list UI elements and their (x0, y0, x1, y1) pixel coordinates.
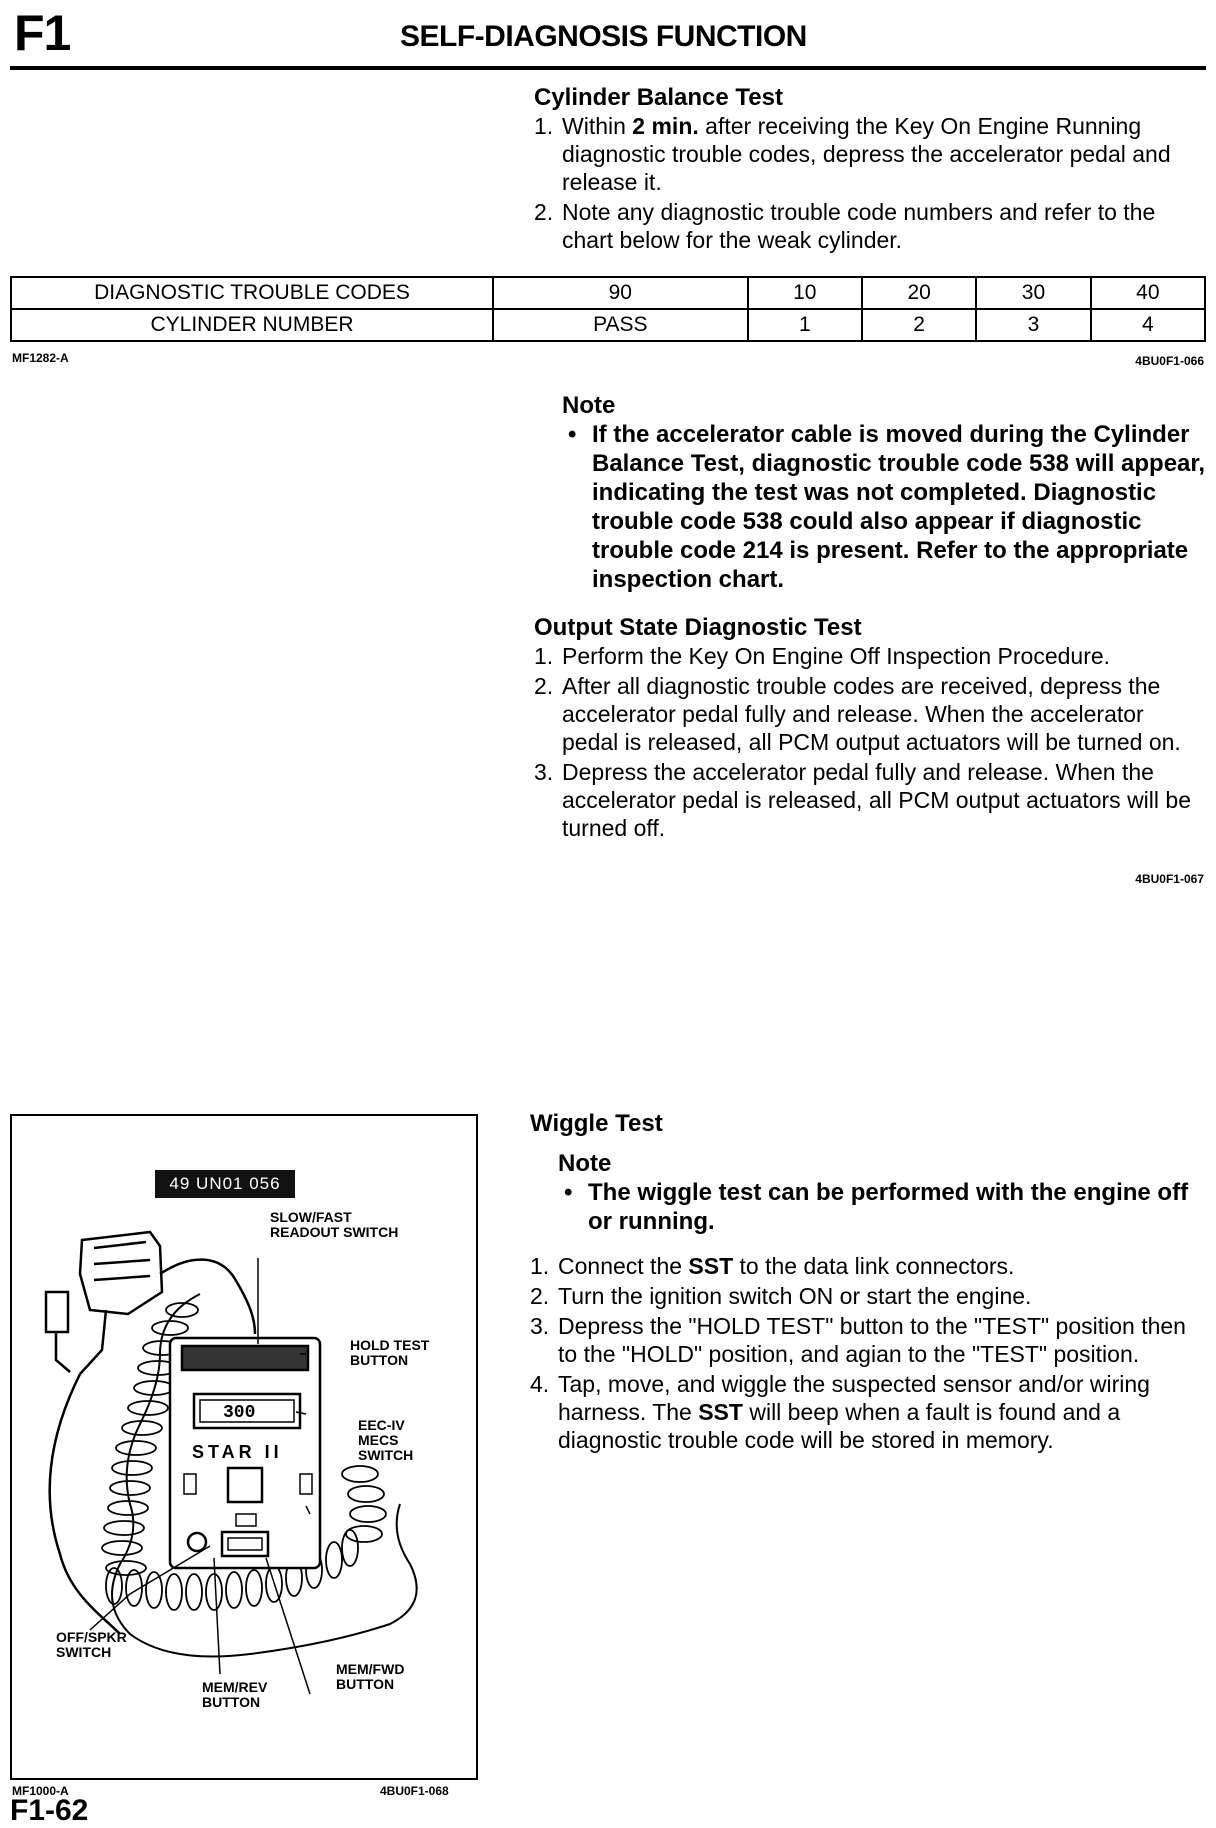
note-title: Note (558, 1150, 612, 1177)
step-text: will beep when a fault is found and a diagnostic trouble code will be stored in memory. (558, 1399, 1121, 1453)
label-line: MECS (358, 1432, 399, 1448)
step-number: 2. (530, 1283, 550, 1309)
step-number: 4. (530, 1371, 550, 1397)
wiggle-test-title: Wiggle Test (530, 1110, 663, 1137)
figure-ref-right: 4BU0F1-068 (380, 1784, 449, 1798)
note-block (562, 392, 1206, 594)
label-line: SLOW/FAST (270, 1209, 352, 1225)
label-line: BUTTON (202, 1694, 261, 1710)
table-cell: 3 (976, 309, 1090, 341)
step-number: 1. (534, 643, 554, 669)
wiggle-step (530, 1282, 1206, 1310)
step-number: 2. (534, 199, 554, 225)
table-cell: 10 (748, 277, 862, 309)
wiggle-test-section (530, 1110, 1206, 1456)
note-title: Note (562, 392, 616, 419)
mem-fwd-label (336, 1662, 404, 1692)
output-state-step (534, 642, 1206, 670)
cylinder-balance-step (534, 112, 1206, 196)
note-item (558, 1178, 1206, 1236)
step-text-bold: SST (698, 1399, 743, 1425)
table-ref-right: 4BU0F1-066 (1135, 354, 1204, 368)
step-text: Tap, move, and wiggle the suspected sensor and/or wiring harness. The (558, 1371, 1150, 1425)
page-heading: SELF-DIAGNOSIS FUNCTION (400, 20, 807, 53)
step-text: Note any diagnostic trouble code numbers and refer to the chart below for the weak cylinder. (562, 199, 1156, 253)
wiggle-note (530, 1150, 1206, 1236)
wiggle-step (530, 1370, 1206, 1454)
page-number: F1-62 (10, 1794, 89, 1827)
bullet-icon: • (564, 1179, 573, 1206)
cylinder-balance-title: Cylinder Balance Test (534, 84, 783, 111)
label-line: READOUT SWITCH (270, 1224, 399, 1240)
label-line: HOLD TEST (350, 1337, 430, 1353)
table-cell: 30 (976, 277, 1090, 309)
header-rule (10, 66, 1206, 70)
step-text: after receiving the Key On Engine Running diagnostic trouble codes, depress the accelerator pedal and release it. (562, 113, 1171, 195)
table-cell: PASS (493, 309, 748, 341)
step-number: 1. (530, 1253, 550, 1279)
output-state-section (534, 614, 1206, 844)
step-text: Within (562, 113, 633, 139)
table-cell: CYLINDER NUMBER (11, 309, 493, 341)
step-text-bold: 2 min. (632, 113, 699, 139)
table-cell: 4 (1091, 309, 1205, 341)
note-item (562, 420, 1206, 594)
table-cell: DIAGNOSTIC TROUBLE CODES (11, 277, 493, 309)
note-text: If the accelerator cable is moved during the Cylinder Balance Test, diagnostic trouble code 538 will appear, indicating the test was not completed. Diagnostic trouble code 538 could also appear if diagnostic trouble code 214 is present. Refer to the appropriate inspection chart. (592, 421, 1206, 593)
step-number: 3. (530, 1313, 550, 1339)
step-text: After all diagnostic trouble codes are received, depress the accelerator pedal fully and release. When the accelerator pedal is released, all PCM output actuators will be turned on. (562, 673, 1181, 755)
step-text: Depress the accelerator pedal fully and release. When the accelerator pedal is released, all PCM output actuators will be turned off. (562, 759, 1191, 841)
cylinder-balance-section (534, 84, 1206, 256)
step-text-bold: SST (688, 1253, 734, 1279)
step-number: 3. (534, 759, 554, 785)
off-spkr-label (56, 1630, 127, 1660)
mem-rev-label (202, 1680, 267, 1710)
label-line: MEM/FWD (336, 1661, 405, 1677)
label-line: EEC-IV (358, 1417, 405, 1433)
table-row (11, 277, 1205, 309)
tester-brand: STAR II (192, 1442, 283, 1462)
wiggle-step (530, 1312, 1206, 1368)
step-text: Turn the ignition switch ON or start the engine. (558, 1283, 1032, 1309)
output-state-step (534, 758, 1206, 842)
step-text: Depress the "HOLD TEST" button to the "TEST" position then to the "HOLD" position, and agian to the "TEST" position. (558, 1313, 1186, 1367)
table-cell: 40 (1091, 277, 1205, 309)
label-line: OFF/SPKR (56, 1629, 127, 1645)
note-text: The wiggle test can be performed with the engine off or running. (588, 1179, 1189, 1235)
output-state-ref: 4BU0F1-067 (1135, 872, 1204, 886)
step-text: Connect the (558, 1253, 689, 1279)
section-id: F1 (14, 5, 71, 61)
label-line: SWITCH (358, 1447, 414, 1463)
table-cell: 1 (748, 309, 862, 341)
label-line: BUTTON (336, 1676, 395, 1692)
label-line: BUTTON (350, 1352, 409, 1368)
table-cell: 2 (862, 309, 976, 341)
label-line: MEM/REV (202, 1679, 268, 1695)
hold-test-label (350, 1338, 429, 1368)
table-cell: 20 (862, 277, 976, 309)
step-number: 1. (534, 113, 554, 139)
wiggle-step (530, 1252, 1206, 1280)
table-cell: 90 (493, 277, 748, 309)
output-state-step (534, 672, 1206, 756)
tester-display-readout: 300 (223, 1403, 256, 1423)
step-text: Perform the Key On Engine Off Inspection Procedure. (562, 643, 1111, 669)
cylinder-balance-step (534, 198, 1206, 254)
label-line: SWITCH (56, 1644, 112, 1660)
step-number: 2. (534, 673, 554, 699)
table-row (11, 309, 1205, 341)
bullet-icon: • (568, 421, 577, 448)
output-state-title: Output State Diagnostic Test (534, 614, 862, 641)
step-text: to the data link connectors. (733, 1253, 1015, 1279)
eec-iv-label (358, 1418, 413, 1463)
figure-ref-left: MF1000-A (12, 1784, 69, 1798)
tool-number-badge: 49 UN01 056 (155, 1170, 295, 1198)
dtc-table (10, 276, 1206, 342)
slow-fast-label (270, 1210, 398, 1240)
table-ref-left: MF1282-A (12, 351, 69, 365)
